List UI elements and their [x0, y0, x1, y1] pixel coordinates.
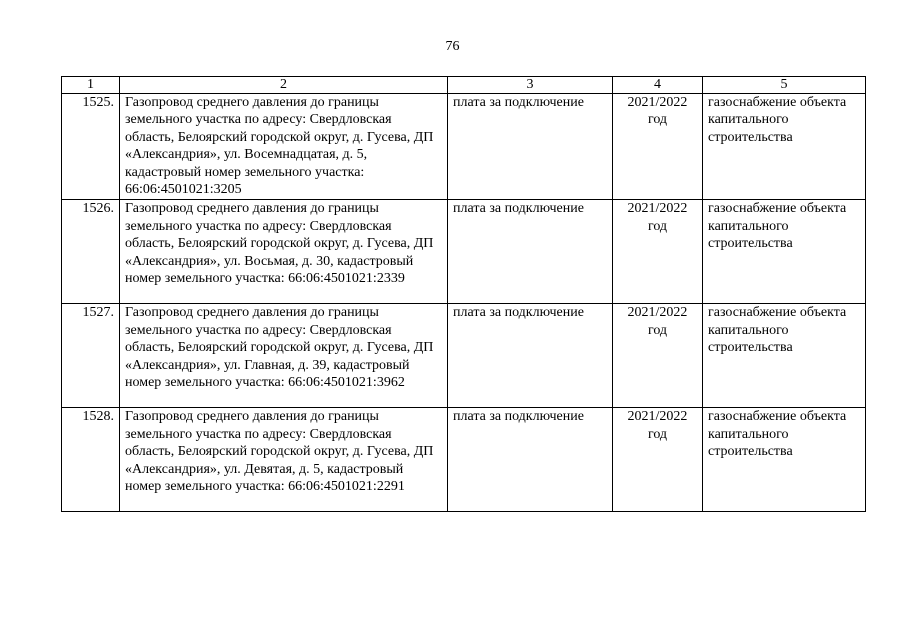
row-purpose: газоснабжение объекта капитального строительства	[703, 304, 866, 408]
row-purpose: газоснабжение объекта капитального строительства	[703, 408, 866, 512]
row-description: Газопровод среднего давления до границы земельного участка по адресу: Свердловская область, Белоярский городской округ, д. Гусева, ДП «Александрия», ул. Восьмая, д. 30, кадастровый номер земельного участка: 66:06:4501021:2339	[120, 200, 448, 304]
row-description: Газопровод среднего давления до границы земельного участка по адресу: Свердловская область, Белоярский городской округ, д. Гусева, ДП «Александрия», ул. Восемнадцатая, д. 5, кадастровый номер земельного участка: 66:06:4501021:3205	[120, 94, 448, 200]
table-header-row	[62, 77, 866, 94]
column-header: 1	[62, 77, 120, 94]
row-fee: плата за подключение	[448, 304, 613, 408]
row-year: 2021/2022 год	[613, 200, 703, 304]
column-header: 4	[613, 77, 703, 94]
row-fee: плата за подключение	[448, 408, 613, 512]
row-purpose: газоснабжение объекта капитального строительства	[703, 200, 866, 304]
row-number: 1526.	[62, 200, 120, 304]
row-fee: плата за подключение	[448, 94, 613, 200]
column-header: 3	[448, 77, 613, 94]
row-description: Газопровод среднего давления до границы земельного участка по адресу: Свердловская область, Белоярский городской округ, д. Гусева, ДП «Александрия», ул. Девятая, д. 5, кадастровый номер земельного участка: 66:06:4501021:2291	[120, 408, 448, 512]
table-row	[62, 408, 866, 512]
row-year: 2021/2022 год	[613, 94, 703, 200]
table-row	[62, 94, 866, 200]
table-row	[62, 304, 866, 408]
row-number: 1525.	[62, 94, 120, 200]
page-number: 76	[445, 39, 460, 54]
row-fee: плата за подключение	[448, 200, 613, 304]
column-header: 5	[703, 77, 866, 94]
column-header: 2	[120, 77, 448, 94]
row-purpose: газоснабжение объекта капитального строительства	[703, 94, 866, 200]
row-description: Газопровод среднего давления до границы земельного участка по адресу: Свердловская область, Белоярский городской округ, д. Гусева, ДП «Александрия», ул. Главная, д. 39, кадастровый номер земельного участка: 66:06:4501021:3962	[120, 304, 448, 408]
row-number: 1527.	[62, 304, 120, 408]
table-row	[62, 200, 866, 304]
row-year: 2021/2022 год	[613, 304, 703, 408]
row-number: 1528.	[62, 408, 120, 512]
row-year: 2021/2022 год	[613, 408, 703, 512]
investment-table	[61, 76, 866, 512]
